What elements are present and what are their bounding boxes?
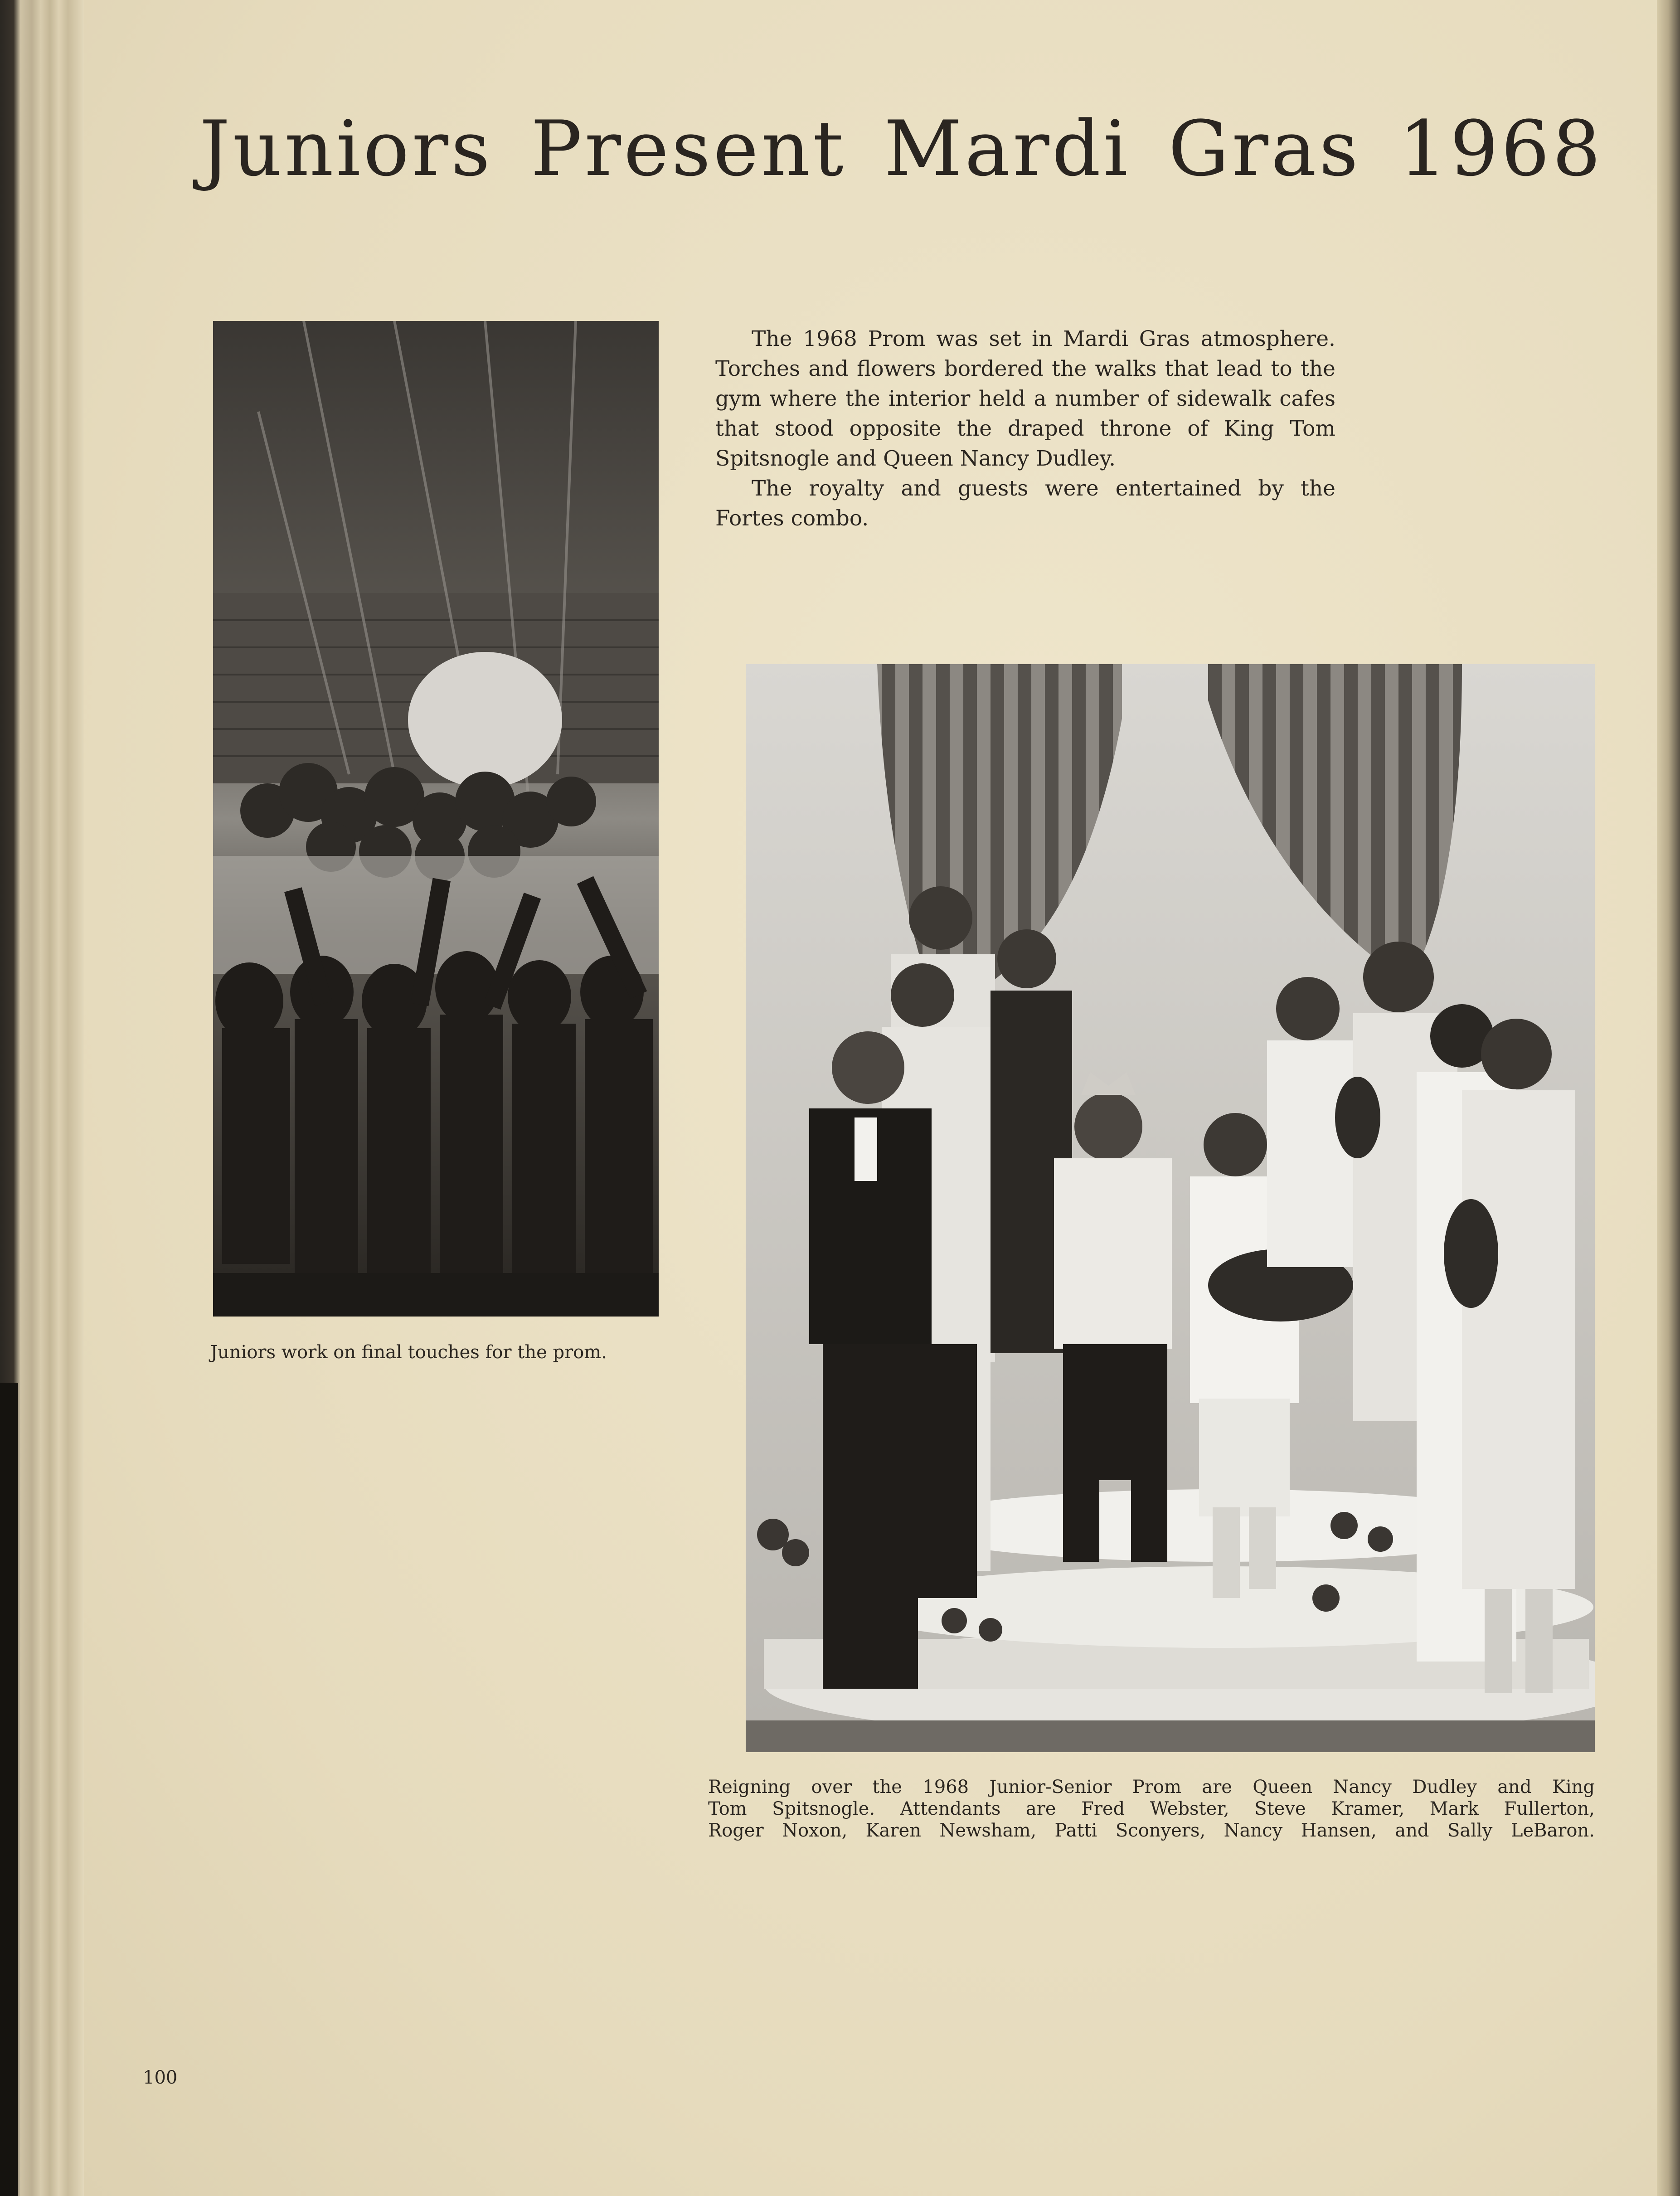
article-paragraph: The royalty and guests were entertained by the Fortes combo. [715,476,1335,531]
caption-line: Roger Noxon, Karen Newsham, Patti Sconyers, Nancy Hansen, and Sally LeBaron. [708,1820,1595,1841]
caption-line: Tom Spitsnogle. Attendants are Fred Webster, Steve Kramer, Mark Fullerton, [708,1798,1595,1819]
article-paragraph: The 1968 Prom was set in Mardi Gras atmosphere. Torches and flowers bordered the walks that lead to the gym where the interior held a number of sidewalk cafes that stood opposite the draped throne of King Tom Spitsnogle and Queen Nancy Dudley. [715,326,1335,471]
page-title: Juniors Present Mardi Gras 1968 [199,104,1604,193]
photo-juniors-decorating [213,321,659,1317]
photo-prom-royalty [746,664,1595,1752]
page-edge [1657,0,1680,2196]
photo-caption-left: Juniors work on final touches for the prom. [210,1342,607,1363]
page-number: 100 [143,2067,178,2088]
book-cover-edge [0,1383,18,2196]
photo-caption-right [708,1776,1595,1841]
article-text [715,324,1335,534]
caption-line: Reigning over the 1968 Junior-Senior Prom are Queen Nancy Dudley and King [708,1777,1595,1798]
